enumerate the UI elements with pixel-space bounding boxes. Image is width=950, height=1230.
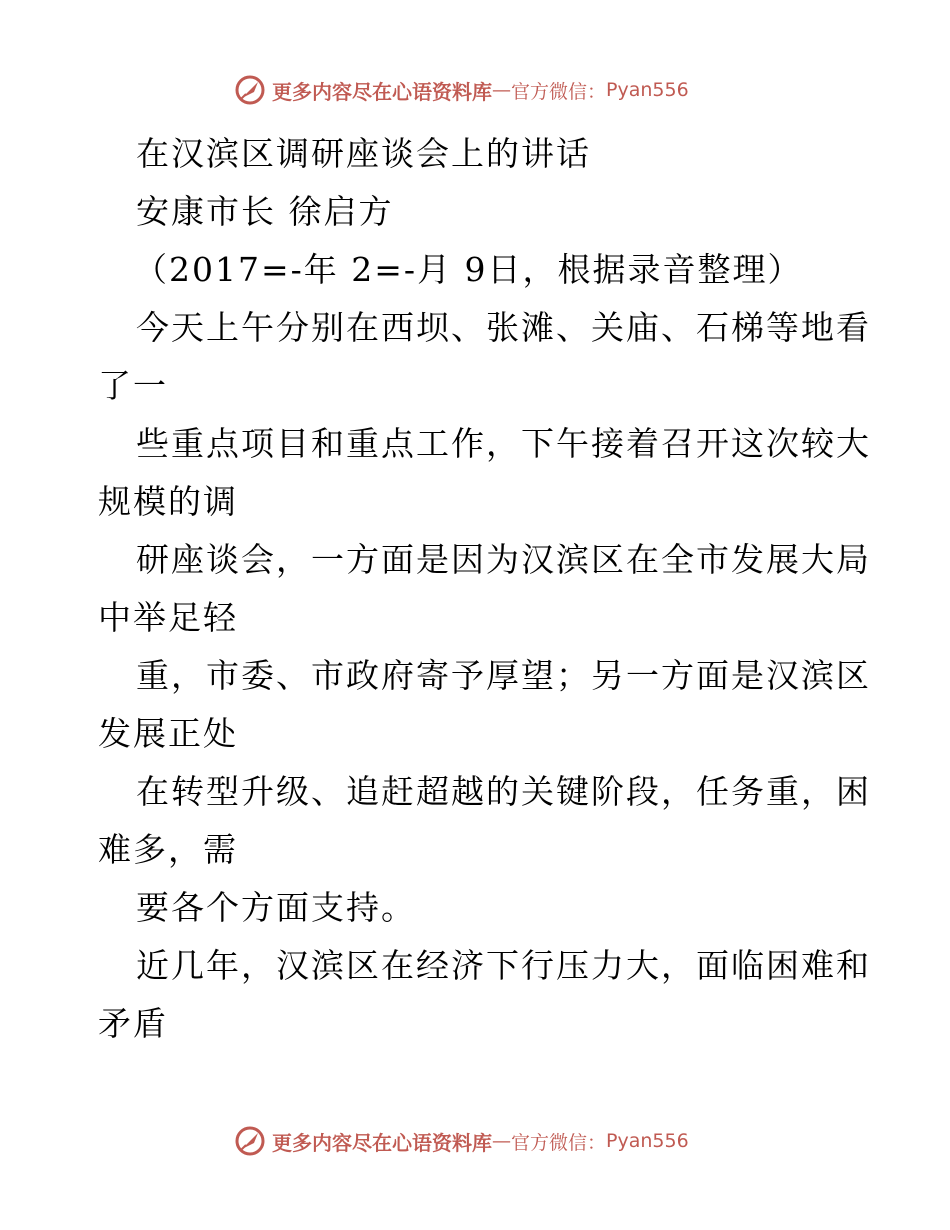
watermark-wechat-label: 官方微信： xyxy=(511,80,607,103)
document-date-note: （2017=-年 2=-月 9日，根据录音整理） xyxy=(134,250,803,289)
feather-pen-logo-icon xyxy=(234,74,266,106)
watermark-wechat-id: Pyan556 xyxy=(606,1130,689,1152)
watermark-wechat-label: 官方微信： xyxy=(511,1131,607,1154)
paragraph-line: 要各个方面支持。 xyxy=(136,888,416,927)
paragraph-line: 重，市委、市政府寄予厚望；另一方面是汉滨区 xyxy=(136,656,871,695)
paragraph-line: 研座谈会，一方面是因为汉滨区在全市发展大局 xyxy=(136,540,871,579)
watermark-wechat-id: Pyan556 xyxy=(606,79,689,101)
watermark-slogan: 更多内容尽在心语资料库 xyxy=(272,79,492,104)
footer-watermark xyxy=(234,1124,689,1158)
watermark-dash: — xyxy=(492,1130,511,1152)
watermark-dash: — xyxy=(492,79,511,101)
paragraph-line: 些重点项目和重点工作，下午接着召开这次较大 xyxy=(136,424,871,463)
watermark-slogan: 更多内容尽在心语资料库 xyxy=(272,1130,492,1155)
document-title: 在汉滨区调研座谈会上的讲话 xyxy=(136,134,591,173)
paragraph-line: 了一 xyxy=(98,366,168,405)
paragraph-line: 难多，需 xyxy=(98,830,238,869)
header-watermark xyxy=(234,73,689,107)
document-author: 安康市长 徐启方 xyxy=(136,192,394,231)
paragraph-line: 近几年，汉滨区在经济下行压力大，面临困难和 xyxy=(136,946,871,985)
paragraph-line: 在转型升级、追赶超越的关键阶段，任务重，困 xyxy=(136,772,871,811)
document-body xyxy=(98,125,871,1053)
paragraph-line: 今天上午分别在西坝、张滩、关庙、石梯等地看 xyxy=(136,308,871,347)
paragraph-line: 规模的调 xyxy=(98,482,238,521)
feather-pen-logo-icon xyxy=(234,1125,266,1157)
paragraph-line: 中举足轻 xyxy=(98,598,238,637)
paragraph-line: 发展正处 xyxy=(98,714,238,753)
paragraph-line: 矛盾 xyxy=(98,1004,168,1043)
